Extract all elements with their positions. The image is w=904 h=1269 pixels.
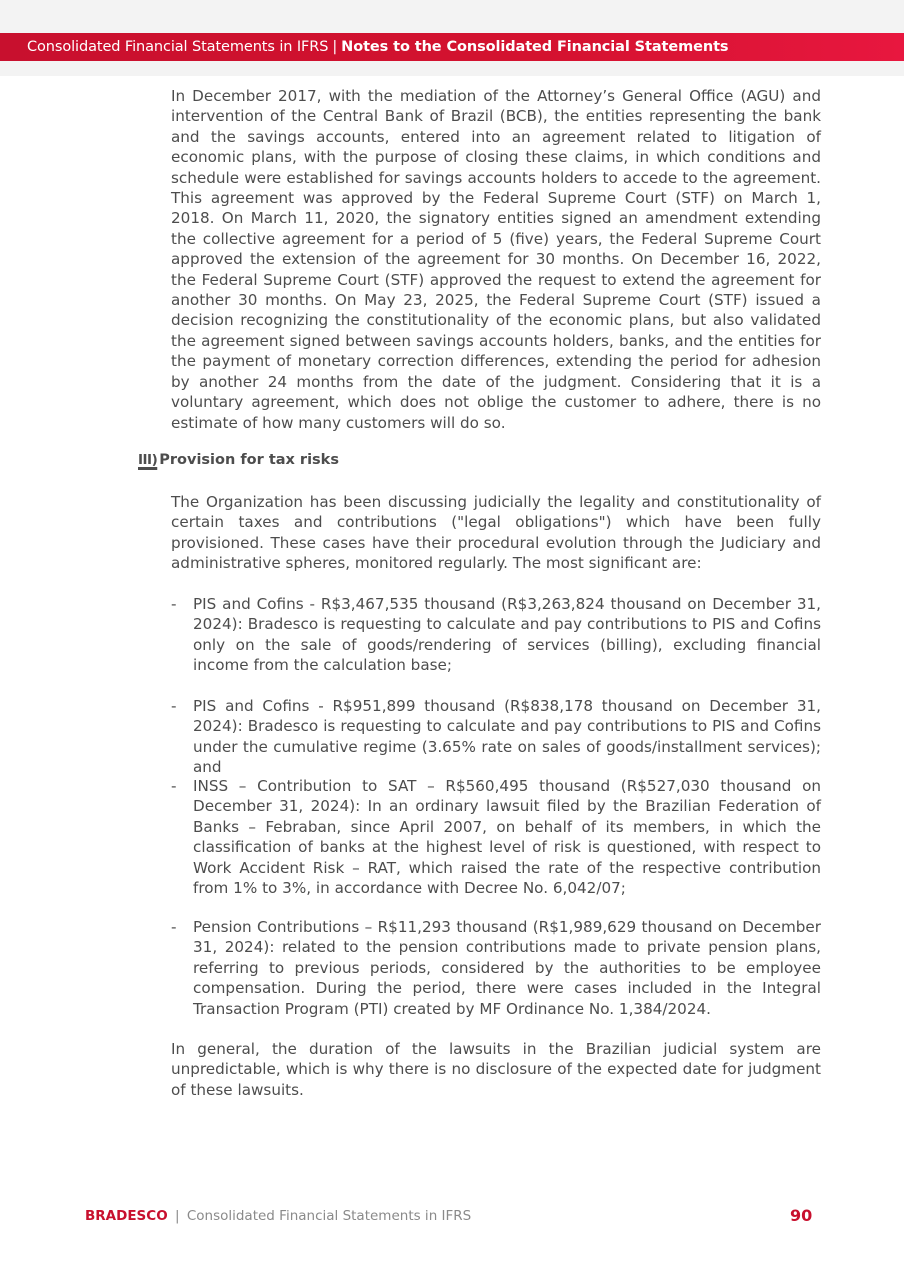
list-item [171, 594, 821, 676]
header-section-title: Notes to the Consolidated Financial Statements [341, 39, 729, 55]
bullet-text: PIS and Cofins - R$951,899 thousand (R$838,178 thousand on December 31, 2024): Bradesco is requesting to calculate and pay contributions to PIS and Cofins under the cumulative regime (3.65% rate on sales of goods/installment services); and [193, 697, 821, 777]
paragraph-lawsuit-duration: In general, the duration of the lawsuits in the Brazilian judicial system are unpredictable, which is why there is no disclosure of the expected date for judgment of these lawsuits. [171, 1040, 821, 1099]
bullet-dash: - [171, 918, 177, 936]
bullet-text: Pension Contributions – R$11,293 thousand (R$1,989,629 thousand on December 31, 2024): related to the pension contributions made to private pension plans, referring to previous periods, considered by the authorities to be employee compensation. During the period, there were cases included in the Integral Transaction Program (PTI) created by MF Ordinance No. 1,384/2024. [193, 918, 821, 1018]
bullet-dash: - [171, 697, 177, 715]
paragraph-tax-intro: The Organization has been discussing judicially the legality and constitutionality of certain taxes and contributions ("legal obligations") which have been fully provisioned. These cases have their procedural evolution through the Judiciary and administrative spheres, monitored regularly. The most significant are: [171, 493, 821, 573]
header-underlay-band [0, 61, 904, 76]
bullet-dash: - [171, 595, 177, 613]
footer-document-title: Consolidated Financial Statements in IFRS [186, 1208, 472, 1224]
section-heading [138, 452, 339, 468]
page-number: 90 [790, 1206, 813, 1225]
bullet-text: PIS and Cofins - R$3,467,535 thousand (R$3,263,824 thousand on December 31, 2024): Bradesco is requesting to calculate and pay contributions to PIS and Cofins only on the sale of goods/rendering of services (billing), excluding financial income from the calculation base; [193, 595, 821, 675]
paragraph-savings-agreement: In December 2017, with the mediation of the Attorney’s General Office (AGU) and intervention of the Central Bank of Brazil (BCB), the entities representing the bank and the savings accounts, entered into an agreement related to litigation of economic plans, with the purpose of closing these claims, in which conditions and schedule were established for savings accounts holders to accede to the agreement. This agreement was approved by the Federal Supreme Court (STF) on March 1, 2018. On March 11, 2020, the signatory entities signed an amendment extending the collective agreement for a period of 5 (five) years, the Federal Supreme Court approved the extension of the agreement for 30 months. On December 16, 2022, the Federal Supreme Court (STF) approved the request to extend the agreement for another 30 months. On May 23, 2025, the Federal Supreme Court (STF) issued a decision recognizing the constitutionality of the economic plans, but also validated the agreement signed between savings accounts holders, banks, and the entities for the payment of monetary correction differences, extending the period for adhesion by another 24 months from the date of the judgment. Considering that it is a voluntary agreement, which does not oblige the customer to adhere, there is no estimate of how many customers will do so. [171, 87, 821, 432]
top-margin-band [0, 0, 904, 33]
list-item [171, 776, 821, 898]
footer-brand: BRADESCO [85, 1208, 168, 1224]
footer-separator: | [174, 1208, 180, 1224]
header-band [0, 33, 904, 61]
section-numeral: III) [138, 452, 158, 468]
bullet-text: INSS – Contribution to SAT – R$560,495 thousand (R$527,030 thousand on December 31, 2024): In an ordinary lawsuit filed by the Brazilian Federation of Banks – Febraban, since April 2007, on behalf of its members, in which the classification of banks at the highest level of risk is questioned, with respect to Work Accident Risk – RAT, which raised the rate of the respective contribution from 1% to 3%, in accordance with Decree No. 6,042/07; [193, 777, 821, 898]
header-separator: | [332, 39, 338, 55]
bullet-dash: - [171, 777, 177, 795]
page-footer [85, 1208, 471, 1224]
section-title: Provision for tax risks [159, 452, 339, 468]
header-document-title: Consolidated Financial Statements in IFRS [27, 39, 329, 55]
list-item [171, 696, 821, 778]
list-item [171, 917, 821, 1019]
